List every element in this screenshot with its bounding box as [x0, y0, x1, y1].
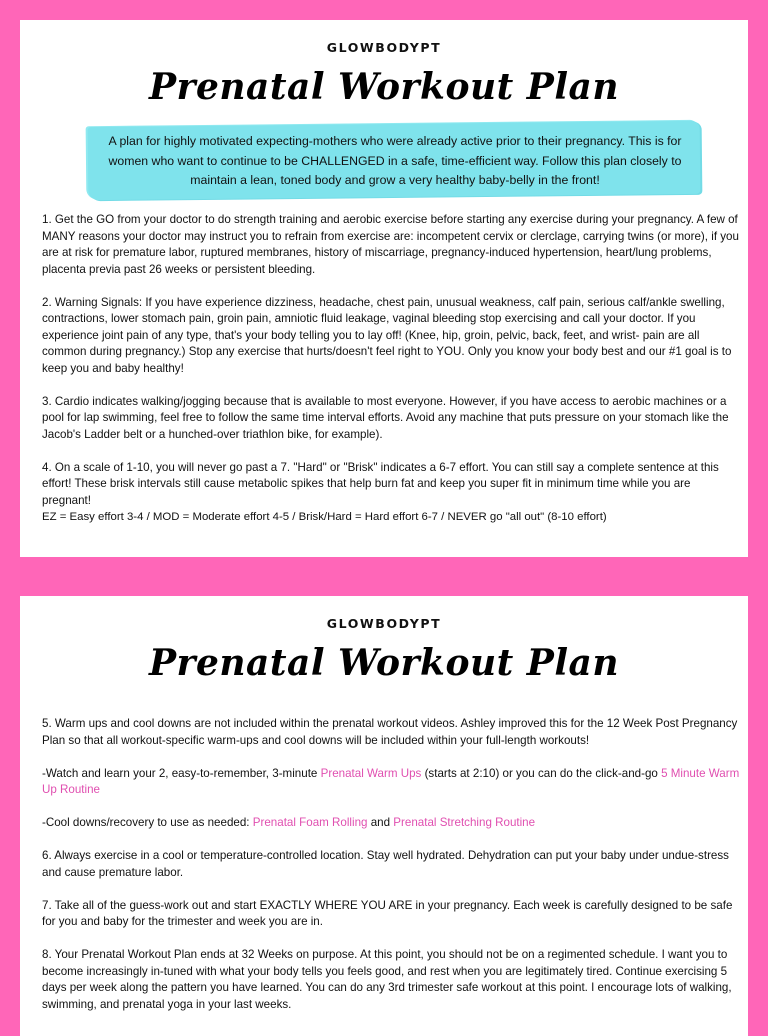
- brand-name: GLOWBODYPT: [326, 616, 442, 631]
- guideline-item: 8. Your Prenatal Workout Plan ends at 32 Weeks on purpose. At this point, you should not be on a regimented schedule. I want you to become increasingly in-tuned with what your body tells you feels good, and rest when you are legitimately tired. Continue exercising 5 days per week along the pattern you have learned. You can do any 3rd trimester safe workout at this point. I encourage lots of walking, swimming, and prenatal yoga in your last weeks.: [42, 948, 732, 1011]
- guidelines-list: [42, 212, 740, 542]
- cool-down-and: and: [370, 816, 391, 829]
- foam-rolling-link[interactable]: Prenatal Foam Rolling: [252, 816, 368, 829]
- page-title: Prenatal Workout Plan: [148, 66, 620, 108]
- cool-down-text: -Cool downs/recovery to use as needed:: [42, 816, 250, 829]
- warm-up-text-mid: (starts at 2:10) or you can do the click-and-go: [424, 766, 658, 780]
- prenatal-warm-ups-link[interactable]: Prenatal Warm Ups: [320, 766, 422, 780]
- cool-down-line: [42, 815, 740, 832]
- guideline-item: 1. Get the GO from your doctor to do strength training and aerobic exercise before starting any exercise during your pregnancy. A few of MANY reasons your doctor may instruct you to refrain from exercise are: incompetent cervix or clerclage, carrying twins (or more), if you are at risk for premature labor, ruptured membranes, history of miscarriage, pregnancy-induced hypertension, heart/lung problems, placenta previa past 26 weeks or persistent bleeding.: [42, 213, 739, 276]
- warm-up-line: [42, 766, 740, 799]
- effort-scale: EZ = Easy effort 3-4 / MOD = Moderate effort 4-5 / Brisk/Hard = Hard effort 6-7 / NEVER go "all out" (8-10 effort): [42, 511, 607, 523]
- guidelines-list: [42, 716, 740, 1030]
- brand-name: GLOWBODYPT: [326, 40, 442, 55]
- guideline-item: 6. Always exercise in a cool or temperature-controlled location. Stay well hydrated. Dehydration can put your baby under undue-stress and cause premature labor.: [42, 849, 729, 879]
- guideline-item: 7. Take all of the guess-work out and start EXACTLY WHERE YOU ARE in your pregnancy. Each week is carefully designed to be safe for you and baby for the trimester and week you are in.: [42, 898, 733, 928]
- page-two: [20, 596, 748, 1036]
- stretching-routine-link[interactable]: Prenatal Stretching Routine: [393, 816, 536, 829]
- banner-text: A plan for highly motivated expecting-mothers who were already active prior to their pregnancy. This is for women who want to continue to be CHALLENGED in a safe, time-efficient way. Follow this plan closely to maintain a lean, toned body and grow a very healthy baby-belly in the front!: [108, 134, 682, 187]
- guideline-item: 4. On a scale of 1-10, you will never go past a 7. "Hard" or "Brisk" indicates a 6-7 effort. You can still say a complete sentence at this effort! These brisk intervals still cause metabolic spikes that help burn fat and keep you super fit in minimum time while you are pregnant!: [42, 460, 719, 507]
- warm-up-routine-link[interactable]: 5 Minute Warm Up Routine: [42, 766, 740, 796]
- page-one: [20, 20, 748, 557]
- guideline-item: 2. Warning Signals: If you have experience dizziness, headache, chest pain, unusual weakness, calf pain, serious calf/ankle swelling, contractions, lower stomach pain, groin pain, amniotic fluid leakage, vaginal bleeding stop exercising and call your doctor. If you experience joint pain of any type, that's your body telling you to lay off! (Knee, hip, groin, pelvic, back, feet, and wrist- pain are all common during pregnancy.) Stop any exercise that hurts/doesn't feel right to YOU. Only you know your body best and our #1 goal is to keep you and baby healthy!: [42, 295, 732, 375]
- warm-up-text: -Watch and learn your 2, easy-to-remember, 3-minute: [42, 766, 318, 780]
- guideline-item: 5. Warm ups and cool downs are not included within the prenatal workout videos. Ashley improved this for the 12 Week Post Pregnancy Plan so that all workout-specific warm-ups and cool downs will be included within your full-length workouts!: [42, 717, 738, 747]
- guideline-item: 3. Cardio indicates walking/jogging because that is available to most everyone. However, if you have access to aerobic machines or a pool for lap swimming, feel free to follow the same time interval efforts. Avoid any machine that puts pressure on your stomach like the Jacob's Ladder belt or a hunched-over triathlon bike, for example).: [42, 394, 729, 441]
- page-title: Prenatal Workout Plan: [148, 642, 620, 684]
